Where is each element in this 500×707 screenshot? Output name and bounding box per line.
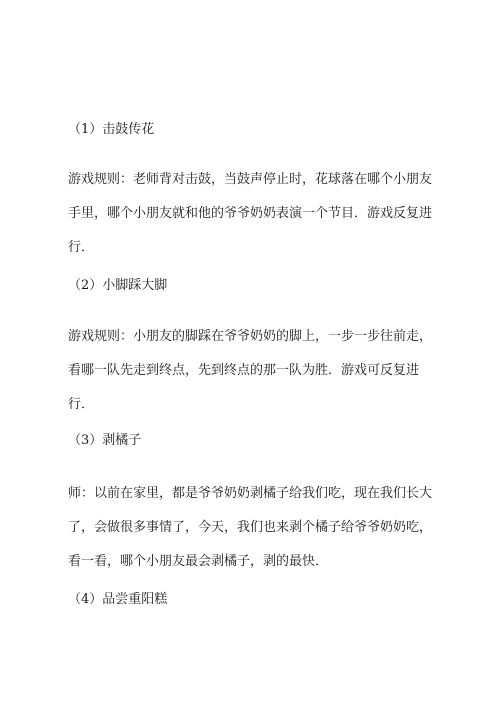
- paragraph-line: 行．: [68, 240, 95, 255]
- paragraph-line: 游戏规则：老师背对击鼓，当鼓声停止时，花球落在哪个小朋友: [68, 172, 433, 187]
- section-paragraph-peel-orange: [68, 486, 440, 570]
- paragraph-line: 游戏规则：小朋友的脚踩在爷爷奶奶的脚上，一步一步往前走，: [68, 329, 433, 344]
- section-heading-peel-orange: （3）剥橘子: [68, 433, 142, 448]
- section-paragraph-small-foot: [68, 329, 440, 413]
- paragraph-line: 看一看，哪个小朋友最会剥橘子，剥的最快．: [68, 554, 329, 569]
- section-heading-double-ninth-cake: （4）品尝重阳糕: [68, 592, 168, 607]
- paragraph-line: 了，会做很多事情了，今天，我们也来剥个橘子给爷爷奶奶吃，: [68, 520, 433, 535]
- paragraph-line: 手里，哪个小朋友就和他的爷爷奶奶表演一个节目．游戏反复进: [68, 206, 433, 221]
- paragraph-line: 看哪一队先走到终点，先到终点的那一队为胜．游戏可反复进: [68, 363, 420, 378]
- paragraph-line: 师：以前在家里，都是爷爷奶奶剥橘子给我们吃，现在我们长大: [68, 486, 433, 501]
- section-heading-drum-flower: （1）击鼓传花: [68, 122, 155, 137]
- paragraph-line: 行．: [68, 397, 95, 412]
- section-paragraph-drum-flower: [68, 172, 440, 256]
- section-heading-small-foot: （2）小脚踩大脚: [68, 278, 168, 293]
